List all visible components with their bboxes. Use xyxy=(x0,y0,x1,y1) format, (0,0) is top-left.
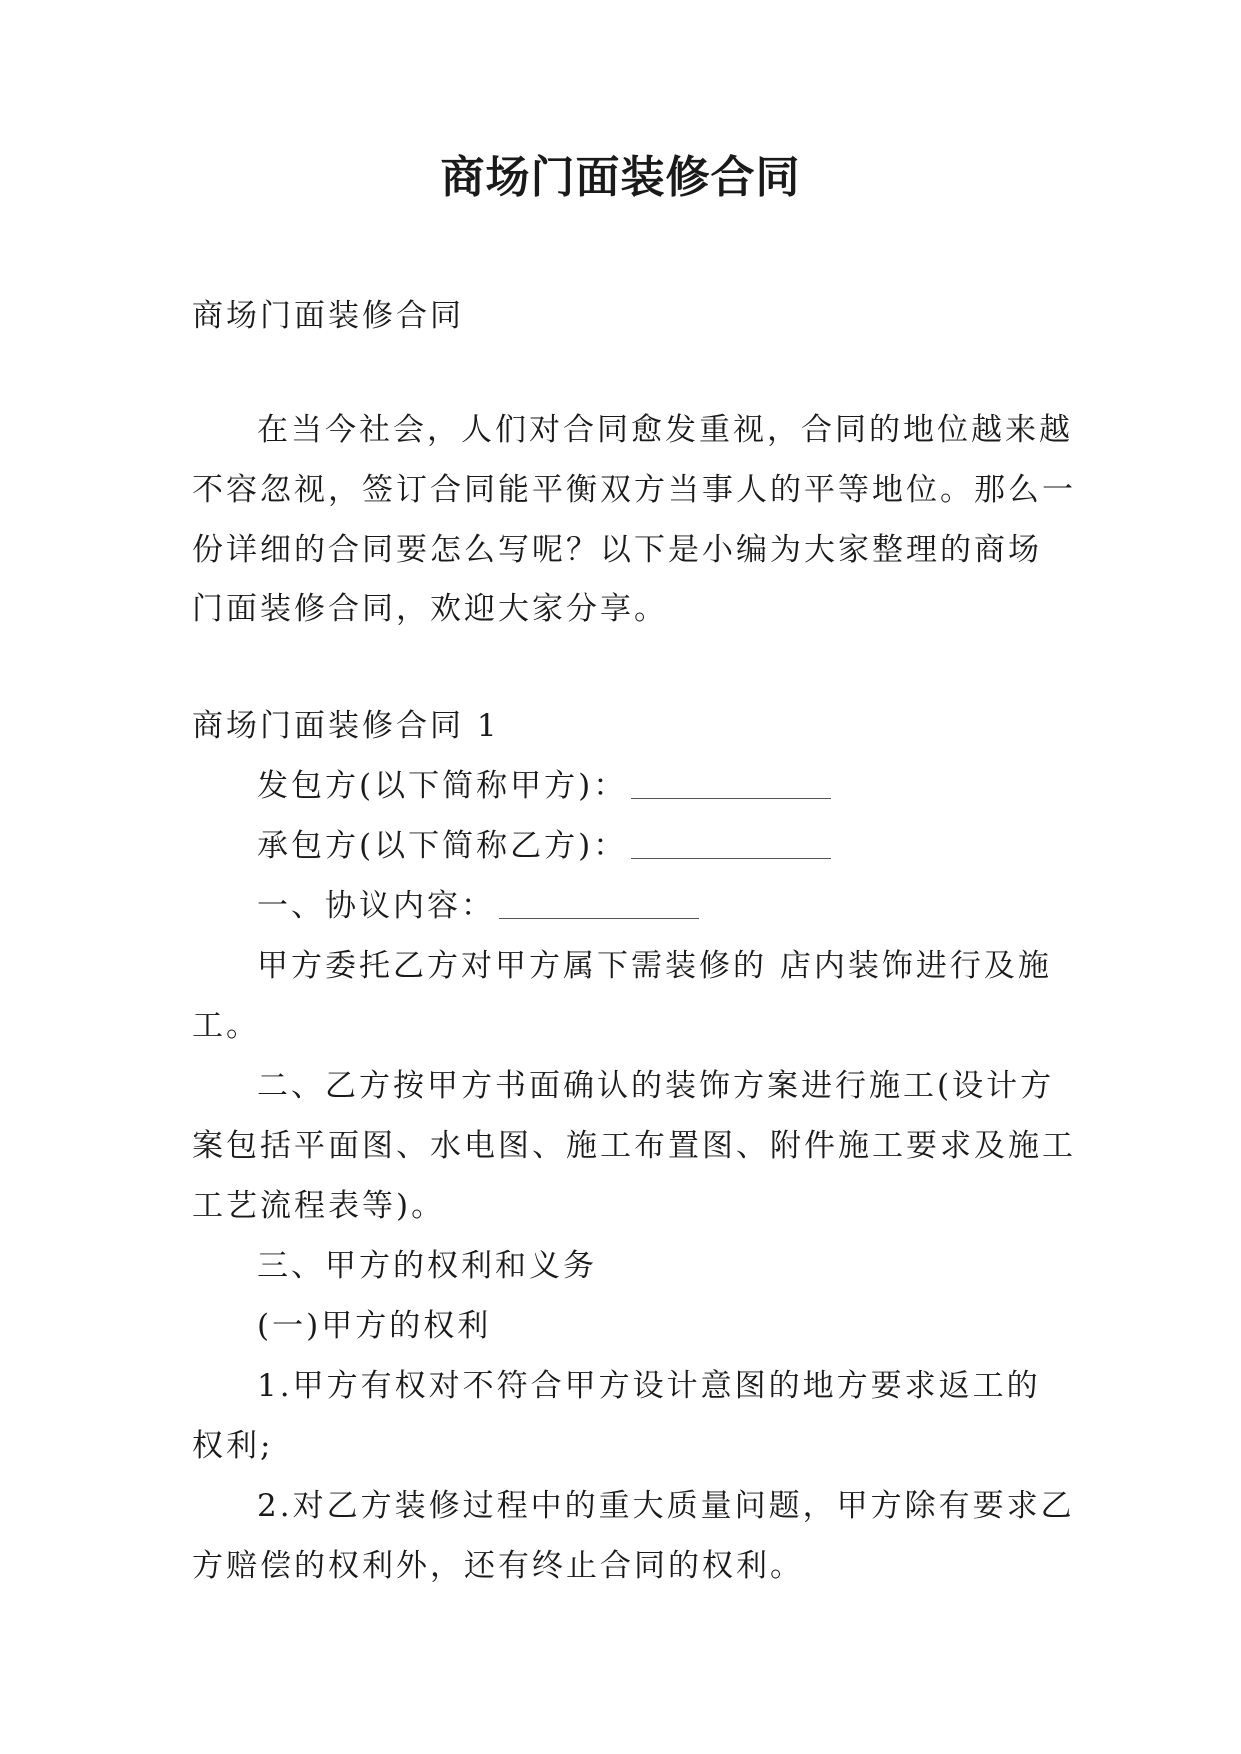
clause-1-blank xyxy=(499,896,699,919)
item-1-line-2: 权利; xyxy=(192,1428,274,1464)
party-b-blank xyxy=(631,836,831,859)
item-2-line-1: 2.对乙方装修过程中的重大质量问题，甲方除有要求乙 xyxy=(257,1488,1075,1524)
item-2-line-2: 方赔偿的权利外，还有终止合同的权利。 xyxy=(192,1548,804,1584)
party-a-blank xyxy=(631,776,831,799)
intro-line-3: 份详细的合同要怎么写呢？以下是小编为大家整理的商场 xyxy=(192,532,1042,568)
clause-3-heading: 三、甲方的权利和义务 xyxy=(257,1248,597,1284)
intro-line-1: 在当今社会，人们对合同愈发重视，合同的地位越来越 xyxy=(257,412,1073,448)
clause-2-line-1: 二、乙方按甲方书面确认的装饰方案进行施工(设计方 xyxy=(257,1068,1055,1104)
party-b-label: 承包方(以下简称乙方)： xyxy=(257,828,628,864)
intro-line-2: 不容忽视，签订合同能平衡双方当事人的平等地位。那么一 xyxy=(192,472,1076,508)
intro-line-4: 门面装修合同，欢迎大家分享。 xyxy=(192,591,668,627)
party-a-line xyxy=(257,766,831,806)
party-b-line xyxy=(257,826,831,866)
clause-2-line-2: 案包括平面图、水电图、施工布置图、附件施工要求及施工 xyxy=(192,1128,1076,1164)
item-1-line-1: 1.甲方有权对不符合甲方设计意图的地方要求返工的 xyxy=(257,1368,1041,1404)
clause-3-subheading: (一)甲方的权利 xyxy=(257,1308,492,1344)
clause-1-text-line-1: 甲方委托乙方对甲方属下需装修的 店内装饰进行及施 xyxy=(257,948,1052,984)
document-subtitle: 商场门面装修合同 xyxy=(192,298,464,334)
section-heading: 商场门面装修合同 1 xyxy=(192,708,500,744)
document-title: 商场门面装修合同 xyxy=(440,152,801,203)
clause-1-label: 一、协议内容： xyxy=(257,888,495,924)
clause-1-text-line-2: 工。 xyxy=(192,1008,260,1044)
clause-2-line-3: 工艺流程表等)。 xyxy=(192,1188,446,1224)
clause-1-line xyxy=(257,886,699,926)
party-a-label: 发包方(以下简称甲方)： xyxy=(257,768,628,804)
